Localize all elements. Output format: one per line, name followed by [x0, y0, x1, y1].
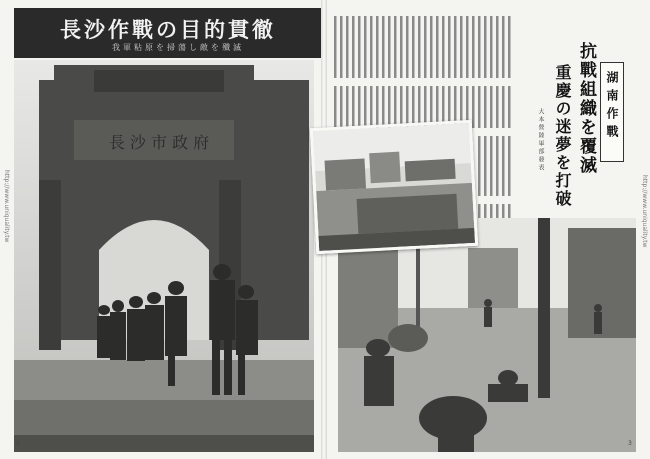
street-soldiers-photo	[338, 218, 636, 452]
section-tag	[600, 62, 624, 162]
headline-main: 抗戰組織を覆滅	[576, 42, 596, 175]
left-page-number: 2	[16, 440, 20, 447]
byline: 大本營陸軍部發表	[537, 108, 544, 172]
inset-town-photo	[310, 120, 478, 254]
right-margin-url: http://www.uniquality.tw	[641, 175, 648, 248]
section-tag-label: 湖南作戰	[605, 71, 619, 143]
page-subtitle: 我軍粘原を掃蕩し敵を殲滅	[112, 43, 244, 52]
svg-text:長 沙 市 政 府: 長 沙 市 政 府	[108, 133, 210, 152]
page-title: 長沙作戰の目的貫徹	[60, 17, 276, 42]
left-margin-url: http://www.uniquality.tw	[3, 170, 10, 243]
headline-sub: 重慶の迷夢を打破	[553, 64, 572, 208]
archway-troops-photo	[14, 60, 314, 452]
right-page-number: 3	[628, 440, 632, 447]
